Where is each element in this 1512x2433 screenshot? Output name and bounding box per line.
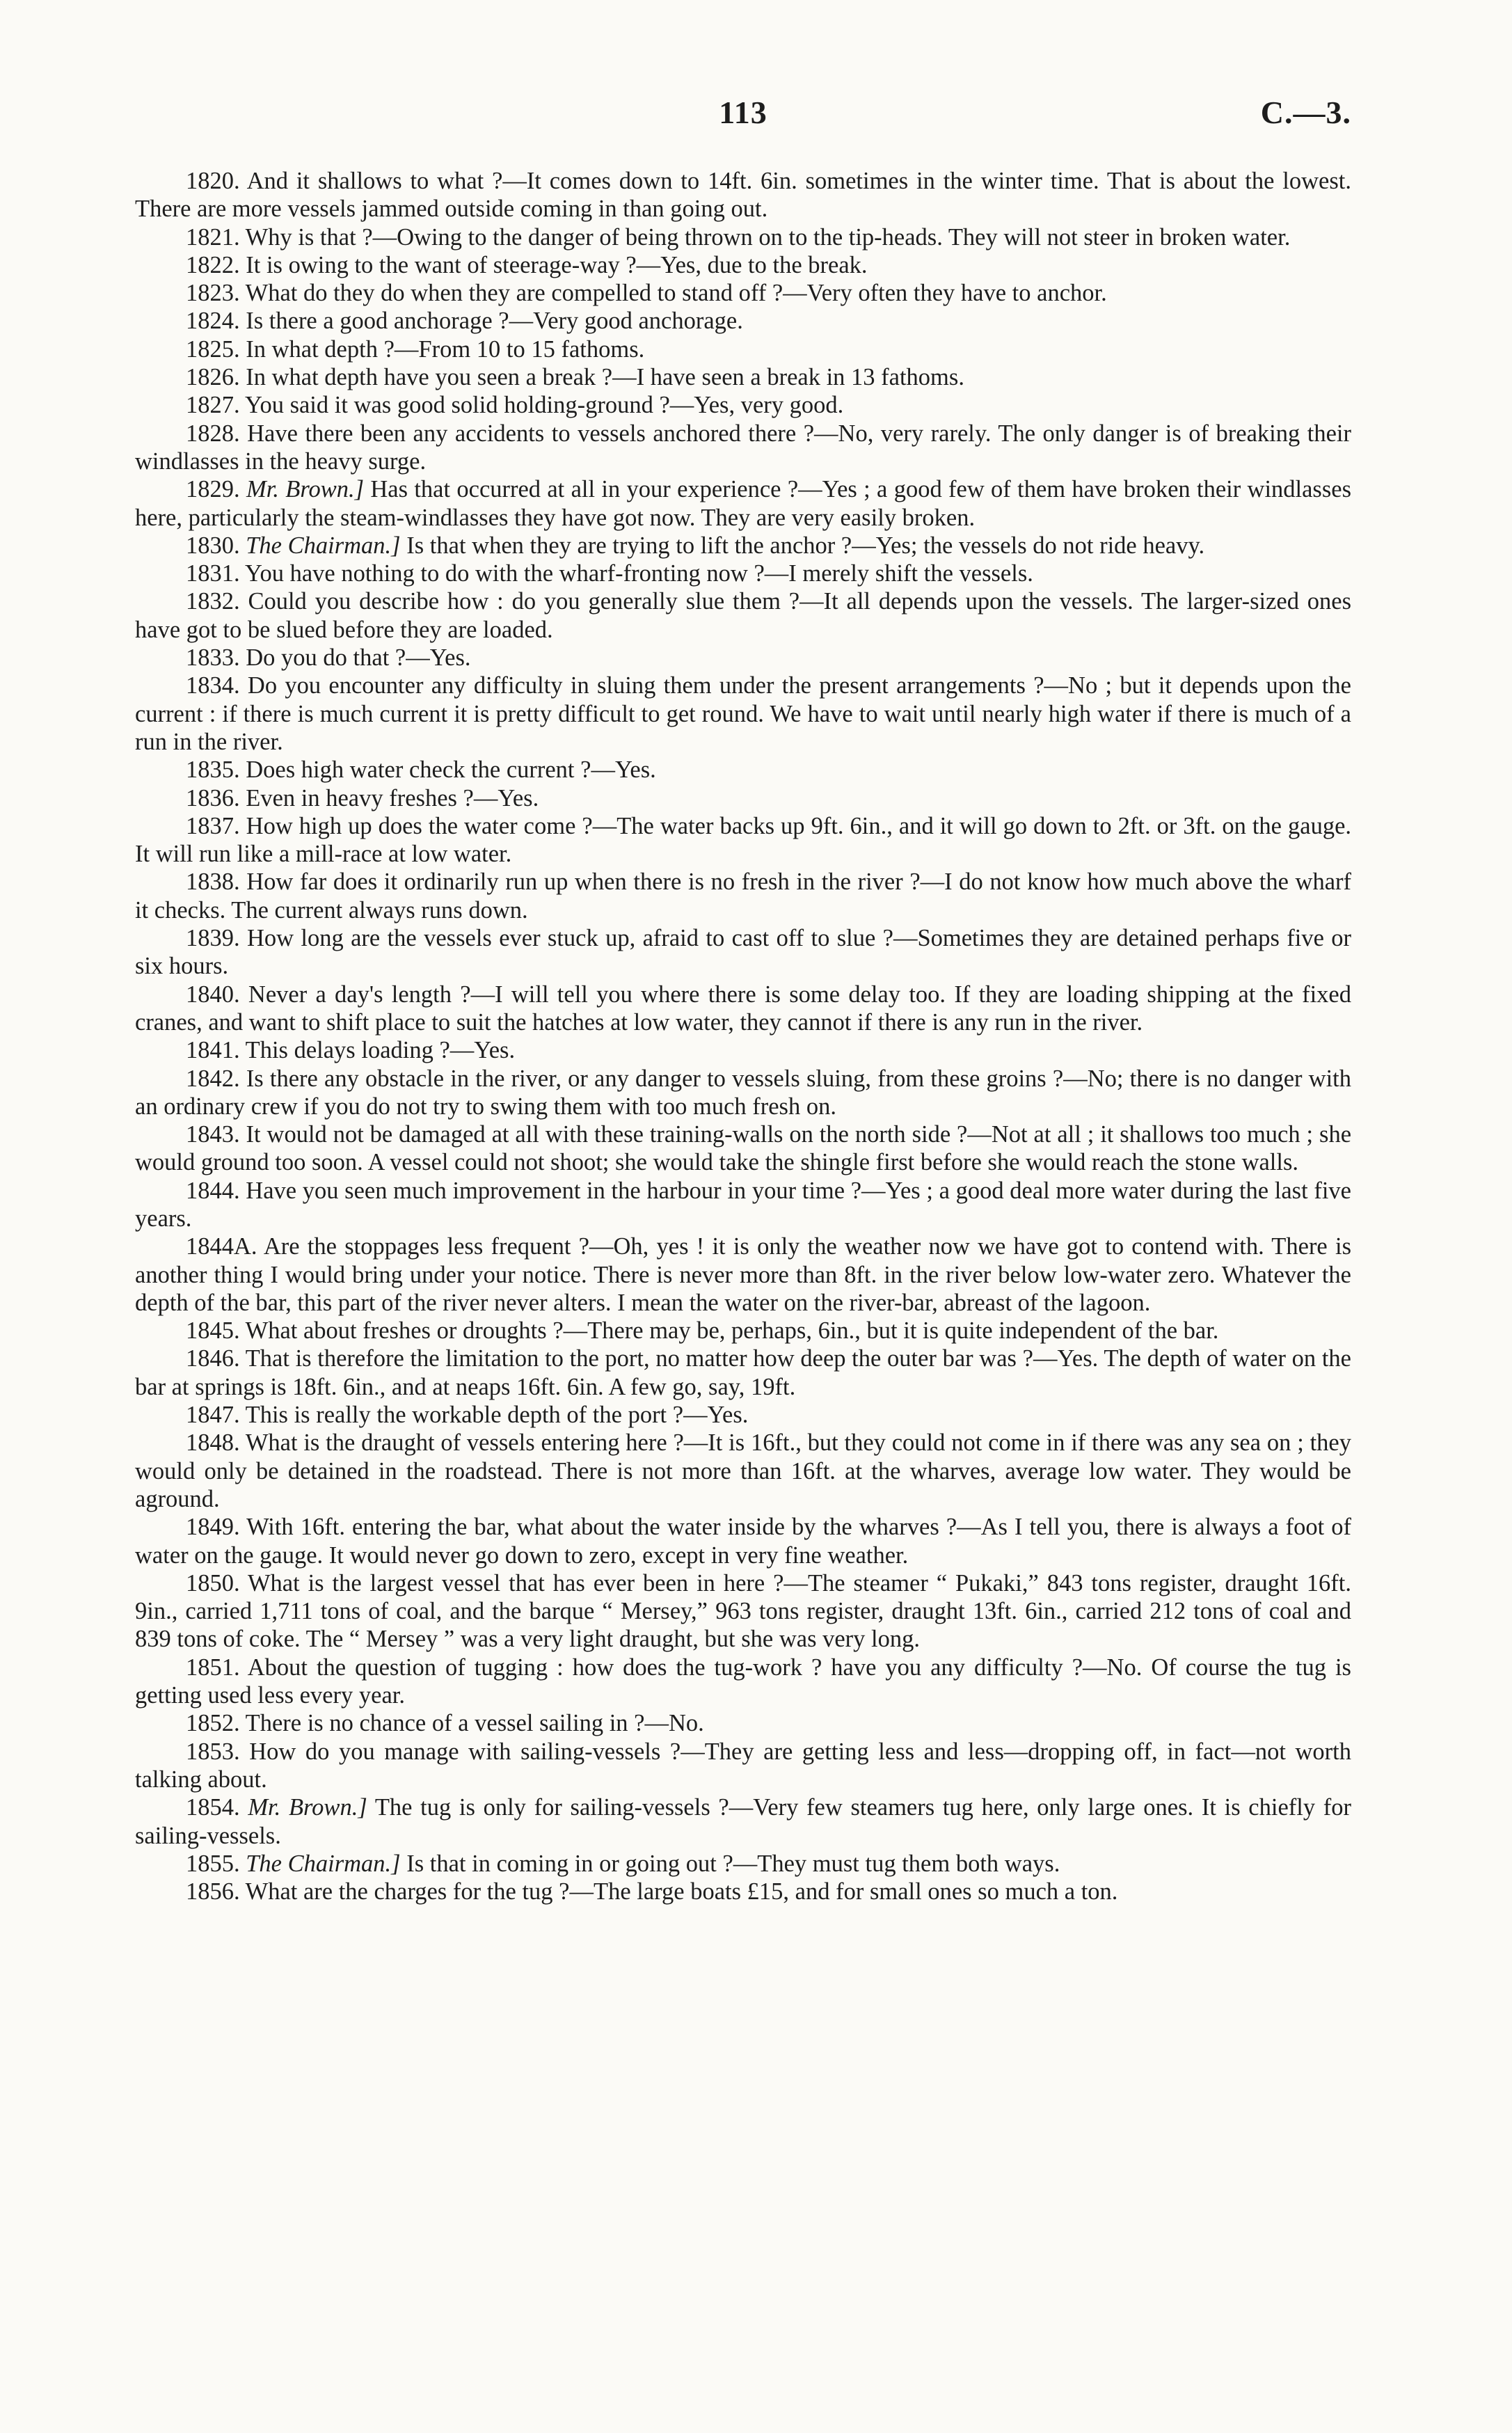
evidence-paragraph: [135, 420, 1351, 476]
question-answer-text: Why is that ?—Owing to the danger of being thrown on to the tip-heads. They will not steer in broken water.: [245, 223, 1291, 251]
question-number: 1833.: [186, 644, 240, 672]
evidence-paragraph: [135, 1654, 1351, 1710]
page-header: [135, 94, 1351, 136]
question-answer-text: Is there a good anchorage ?—Very good anchorage.: [246, 308, 743, 335]
speaker-name: Mr. Brown.]: [248, 1794, 367, 1821]
evidence-paragraph: [135, 1569, 1351, 1654]
question-number: 1836.: [186, 784, 240, 811]
question-number: 1852.: [186, 1710, 240, 1737]
question-number: 1856.: [186, 1878, 240, 1905]
evidence-paragraph: [135, 223, 1351, 251]
page-number: 113: [719, 95, 767, 130]
question-answer-text: Even in heavy freshes ?—Yes.: [246, 784, 539, 811]
evidence-paragraph: [135, 1709, 1351, 1737]
evidence-paragraph: [135, 279, 1351, 307]
question-answer-text: This is really the workable depth of the port ?—Yes.: [245, 1402, 749, 1429]
question-number: 1827.: [186, 392, 240, 419]
question-answer-text: In what depth have you seen a break ?—I have seen a break in 13 fathoms.: [246, 364, 964, 391]
question-number: 1823.: [186, 280, 240, 307]
evidence-paragraph: [135, 475, 1351, 532]
question-answer-text: Has that occurred at all in your experience ?—Yes ; a good few of them have broken their windlasses here, particularly the steam-windlasses they have got now. They are very easily broken.: [135, 476, 1352, 531]
question-answer-text: About the question of tugging : how does the tug-work ? have you any difficulty ?—No. Of course the tug is getting used less every year.: [135, 1654, 1351, 1709]
question-number: 1820.: [186, 168, 240, 194]
question-answer-text: With 16ft. entering the bar, what about the water inside by the wharves ?—As I tell you, there is always a foot of water on the gauge. It would never go down to zero, except in very fine weather.: [135, 1514, 1351, 1569]
evidence-paragraph: [135, 1401, 1351, 1429]
evidence-paragraph: [135, 167, 1351, 223]
question-answer-text: Does high water check the current ?—Yes.: [246, 756, 656, 784]
question-number: 1848.: [186, 1429, 240, 1457]
question-number: 1829.: [186, 476, 240, 503]
question-number: 1822.: [186, 251, 240, 278]
question-number: 1849.: [186, 1514, 240, 1541]
question-answer-text: Is that in coming in or going out ?—They must tug them both ways.: [406, 1850, 1060, 1877]
minutes-of-evidence: [135, 167, 1351, 1905]
evidence-paragraph: [135, 391, 1351, 419]
question-number: 1844A.: [186, 1233, 257, 1260]
question-number: 1851.: [186, 1654, 240, 1681]
evidence-paragraph: [135, 1065, 1351, 1121]
question-answer-text: How high up does the water come ?—The water backs up 9ft. 6in., and it will go down to 2ft. or 3ft. on the gauge. It will run like a mill-race at low water.: [135, 812, 1352, 868]
question-number: 1850.: [186, 1569, 240, 1596]
speaker-name: The Chairman.]: [246, 1850, 401, 1877]
question-number: 1854.: [186, 1794, 240, 1821]
question-answer-text: How long are the vessels ever stuck up, afraid to cast off to slue ?—Sometimes they are detained perhaps five or six hours.: [135, 925, 1351, 980]
evidence-paragraph: [135, 307, 1351, 335]
question-number: 1835.: [186, 756, 240, 784]
question-answer-text: The tug is only for sailing-vessels ?—Very few steamers tug here, only large ones. It is chiefly for sailing-vessels.: [135, 1794, 1351, 1849]
evidence-paragraph: [135, 1036, 1351, 1064]
question-number: 1825.: [186, 335, 240, 363]
speaker-name: The Chairman.]: [246, 532, 401, 559]
question-answer-text: What about freshes or droughts ?—There may be, perhaps, 6in., but it is quite independent of the bar.: [245, 1317, 1219, 1345]
evidence-paragraph: [135, 924, 1351, 981]
question-number: 1821.: [186, 223, 240, 251]
evidence-paragraph: [135, 1120, 1351, 1177]
evidence-paragraph: [135, 1738, 1351, 1794]
evidence-paragraph: [135, 784, 1351, 812]
evidence-paragraph: [135, 560, 1351, 587]
evidence-paragraph: [135, 1513, 1351, 1569]
question-answer-text: You said it was good solid holding-ground ?—Yes, very good.: [244, 392, 844, 419]
question-answer-text: It would not be damaged at all with these training-walls on the north side ?—Not at all ; it shallows too much ; she would ground too soon. A vessel could not shoot; she would take the shingle first before she would reach the stone walls.: [135, 1121, 1352, 1176]
question-answer-text: What is the draught of vessels entering here ?—It is 16ft., but they could not come in if there was any sea on ; they would only be detained in the roadstead. There is not more than 16ft. at the wharves, average low water. They would be aground.: [135, 1429, 1351, 1512]
evidence-paragraph: [135, 363, 1351, 391]
evidence-paragraph: [135, 981, 1351, 1037]
evidence-paragraph: [135, 1317, 1351, 1345]
evidence-paragraph: [135, 868, 1351, 924]
question-answer-text: It is owing to the want of steerage-way ?—Yes, due to the break.: [246, 251, 868, 278]
evidence-paragraph: [135, 644, 1351, 672]
question-answer-text: Have there been any accidents to vessels anchored there ?—No, very rarely. The only danger is of breaking their windlasses in the heavy surge.: [135, 420, 1351, 475]
question-answer-text: Do you do that ?—Yes.: [246, 644, 471, 672]
question-number: 1844.: [186, 1177, 240, 1204]
question-number: 1842.: [186, 1065, 240, 1092]
speaker-name: Mr. Brown.]: [246, 476, 365, 503]
question-number: 1845.: [186, 1317, 240, 1345]
evidence-paragraph: [135, 587, 1351, 644]
question-answer-text: What do they do when they are compelled to stand off ?—Very often they have to anchor.: [245, 280, 1107, 307]
question-answer-text: Could you describe how : do you generally slue them ?—It all depends upon the vessels. The larger-sized ones have got to be slued before they are loaded.: [135, 588, 1352, 643]
question-number: 1839.: [186, 925, 240, 952]
question-answer-text: There is no chance of a vessel sailing in ?—No.: [245, 1710, 704, 1737]
question-number: 1838.: [186, 869, 240, 896]
question-answer-text: That is therefore the limitation to the port, no matter how deep the outer bar was ?—Yes. The depth of water on the bar at springs is 18ft. 6in., and at neaps 16ft. 6in. A few go, say, 19ft.: [135, 1345, 1351, 1400]
question-answer-text: Do you encounter any difficulty in sluing them under the present arrangements ?—No ; but it depends upon the current : if there is much current it is pretty difficult to get round. We have to wait until nearly high water if there is much of a run in the river.: [135, 672, 1351, 755]
question-number: 1828.: [186, 420, 240, 447]
question-answer-text: Are the stoppages less frequent ?—Oh, yes ! it is only the weather now we have got to contend with. There is another thing I would bring under your notice. There is never more than 8ft. in the river below low-water zero. Whatever the depth of the bar, this part of the river never alters. I mean the water on the river-bar, abreast of the lagoon.: [135, 1233, 1351, 1316]
question-number: 1830.: [186, 532, 240, 559]
evidence-paragraph: [135, 1233, 1351, 1317]
question-answer-text: Never a day's length ?—I will tell you where there is some delay too. If they are loading shipping at the fixed cranes, and want to shift place to suit the hatches at low water, they cannot if there is any run in the river.: [135, 981, 1351, 1036]
evidence-paragraph: [135, 756, 1351, 784]
evidence-paragraph: [135, 812, 1351, 869]
evidence-paragraph: [135, 1177, 1351, 1233]
question-number: 1841.: [186, 1037, 240, 1064]
question-answer-text: How do you manage with sailing-vessels ?—They are getting less and less—dropping off, in fact—not worth talking about.: [135, 1738, 1351, 1793]
question-answer-text: And it shallows to what ?—It comes down to 14ft. 6in. sometimes in the winter time. That is about the lowest. There are more vessels jammed outside coming in than going out.: [135, 168, 1351, 223]
evidence-paragraph: [135, 532, 1351, 560]
evidence-paragraph: [135, 1429, 1351, 1513]
question-answer-text: Is that when they are trying to lift the anchor ?—Yes; the vessels do not ride heavy.: [406, 532, 1205, 559]
question-answer-text: You have nothing to do with the wharf-fronting now ?—I merely shift the vessels.: [244, 560, 1033, 587]
question-number: 1826.: [186, 364, 240, 391]
question-number: 1840.: [186, 981, 240, 1008]
evidence-paragraph: [135, 1850, 1351, 1878]
question-answer-text: This delays loading ?—Yes.: [245, 1037, 516, 1064]
evidence-paragraph: [135, 251, 1351, 279]
question-number: 1846.: [186, 1345, 240, 1372]
evidence-paragraph: [135, 1345, 1351, 1401]
question-number: 1832.: [186, 588, 240, 615]
question-answer-text: How far does it ordinarily run up when there is no fresh in the river ?—I do not know how much above the wharf it checks. The current always runs down.: [135, 869, 1352, 924]
evidence-paragraph: [135, 1793, 1351, 1850]
question-answer-text: What are the charges for the tug ?—The large boats £15, and for small ones so much a ton.: [245, 1878, 1118, 1905]
document-reference: C.—3.: [1260, 95, 1351, 130]
question-number: 1843.: [186, 1121, 240, 1148]
evidence-paragraph: [135, 1878, 1351, 1905]
question-answer-text: Have you seen much improvement in the harbour in your time ?—Yes ; a good deal more water during the last five years.: [135, 1177, 1351, 1232]
question-number: 1834.: [186, 672, 240, 699]
question-answer-text: Is there any obstacle in the river, or any danger to vessels sluing, from these groins ?—No; there is no danger with an ordinary crew if you do not try to swing them with too much fresh on.: [135, 1065, 1352, 1120]
question-number: 1853.: [186, 1738, 240, 1765]
evidence-paragraph: [135, 335, 1351, 363]
question-number: 1847.: [186, 1402, 240, 1429]
question-number: 1837.: [186, 812, 240, 839]
question-answer-text: What is the largest vessel that has ever been in here ?—The steamer “ Pukaki,” 843 tons register, draught 16ft. 9in., carried 1,711 tons of coal, and the barque “ Mersey,” 963 tons register, draught 13ft. 6in., carried 212 tons of coal and 839 tons of coke. The “ Mersey ” was a very light draught, but she was very long.: [135, 1569, 1351, 1653]
question-number: 1855.: [186, 1850, 240, 1877]
question-answer-text: In what depth ?—From 10 to 15 fathoms.: [246, 335, 645, 363]
question-number: 1831.: [186, 560, 240, 587]
question-number: 1824.: [186, 308, 240, 335]
evidence-paragraph: [135, 672, 1351, 756]
